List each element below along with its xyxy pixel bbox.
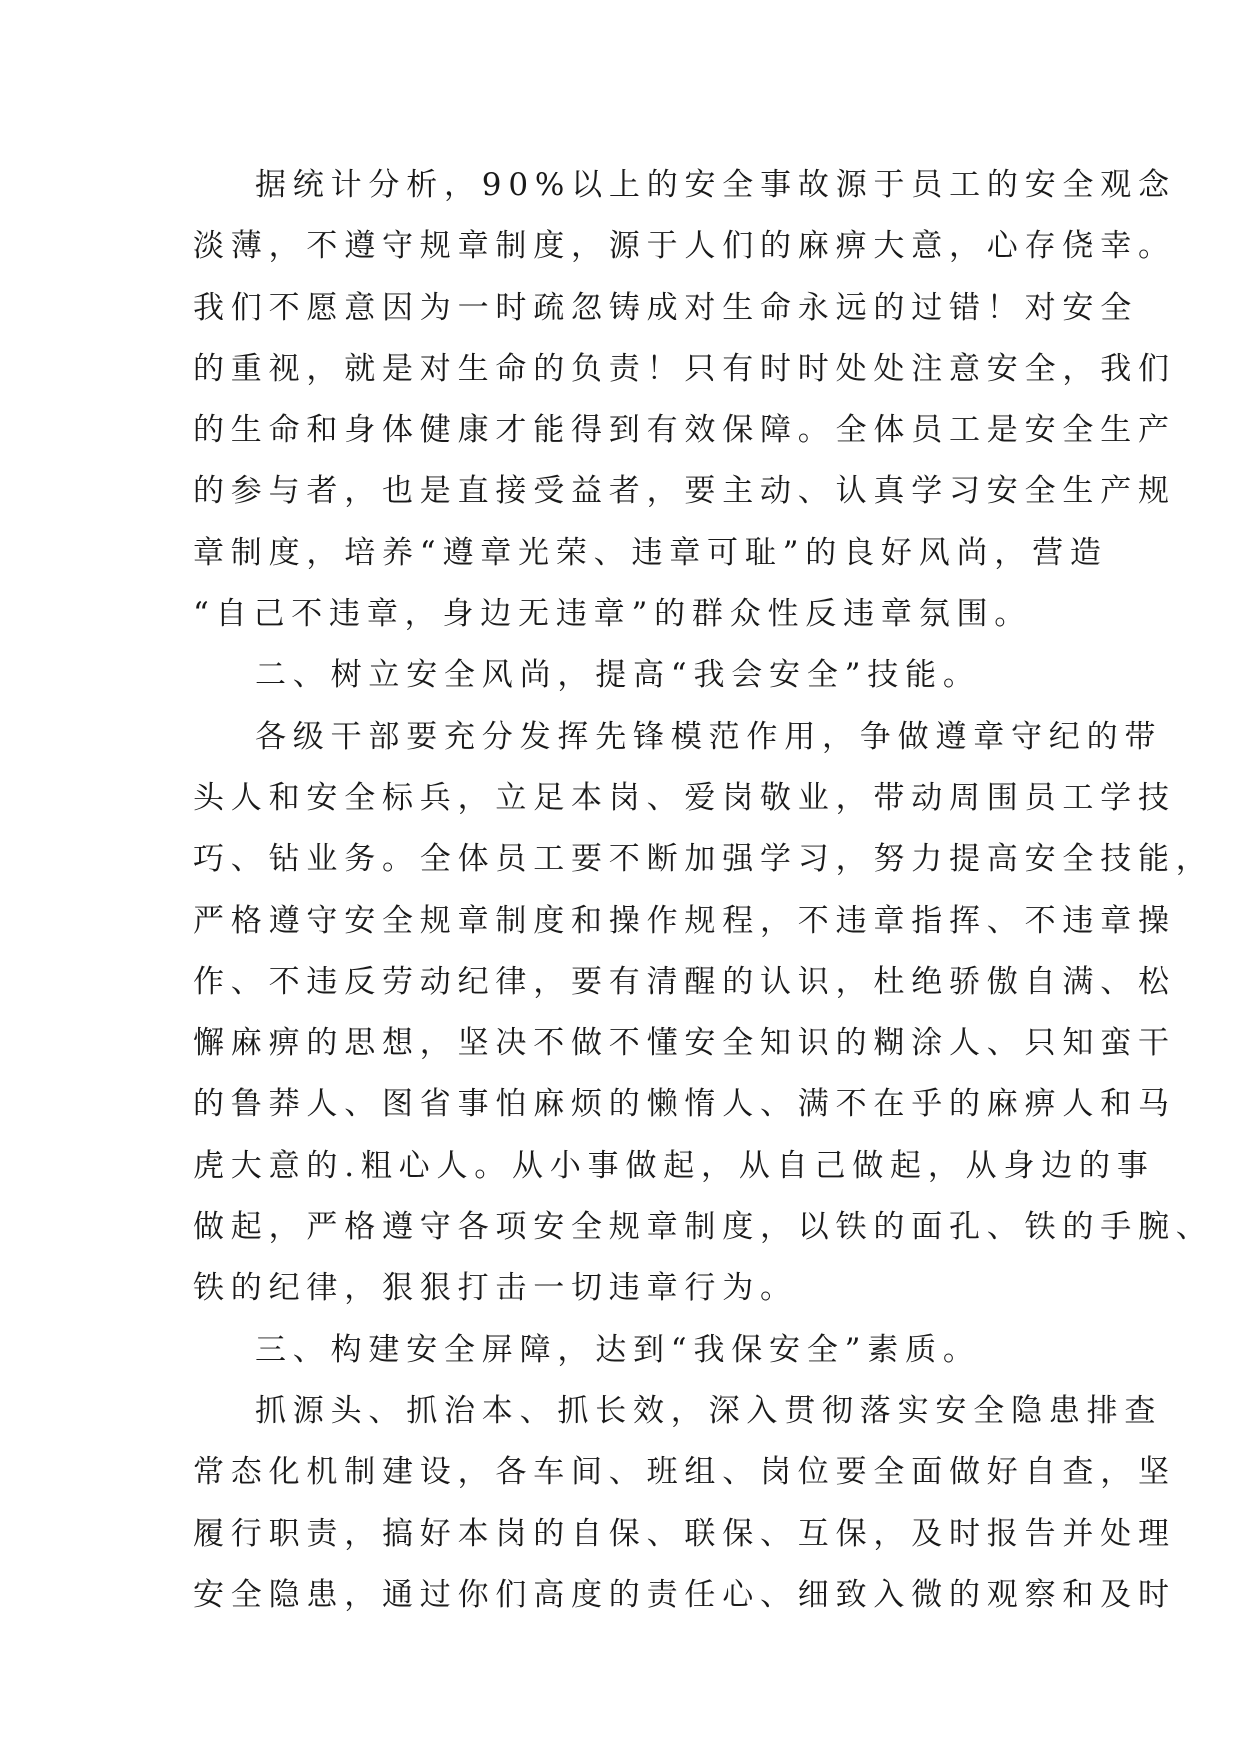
paragraph-2-line-7: 的鲁莽人、图省事怕麻烦的懒惰人、满不在乎的麻痹人和马 [193,1086,1176,1123]
paragraph-1-line-3: 我们不愿意因为一时疏忽铸成对生命永远的过错！对安全 [193,289,1138,326]
paragraph-1-line-4: 的重视，就是对生命的负责！只有时时处处注意安全，我们 [193,350,1176,387]
paragraph-3-line-1: 抓源头、抓治本、抓长效，深入贯彻落实安全隐患排查 [255,1392,1163,1429]
paragraph-1-line-5: 的生命和身体健康才能得到有效保障。全体员工是安全生产 [193,412,1176,449]
paragraph-3-line-3: 履行职责，搞好本岗的自保、联保、互保，及时报告并处理 [193,1515,1176,1552]
paragraph-1-line-1: 据统计分析，90%以上的安全事故源于员工的安全观念 [255,167,1176,203]
paragraph-2-line-1: 各级干部要充分发挥先锋模范作用，争做遵章守纪的带 [255,718,1163,755]
paragraph-3-line-4: 安全隐患，通过你们高度的责任心、细致入微的观察和及时 [193,1576,1176,1613]
paragraph-1-line-7: 章制度，培养“遵章光荣、违章可耻”的良好风尚，营造 [193,534,1108,571]
paragraph-2-line-5: 作、不违反劳动纪律，要有清醒的认识，杜绝骄傲自满、松 [193,963,1176,1000]
paragraph-1-line-2: 淡薄，不遵守规章制度，源于人们的麻痹大意，心存侥幸。 [193,228,1176,265]
paragraph-2-line-10: 铁的纪律，狠狠打击一切违章行为。 [193,1270,798,1307]
paragraph-2-line-8: 虎大意的.粗心人。从小事做起，从自己做起，从身边的事 [193,1147,1155,1184]
paragraph-2-line-2: 头人和安全标兵，立足本岗、爱岗敬业，带动周围员工学技 [193,779,1176,816]
paragraph-2-line-4: 严格遵守安全规章制度和操作规程，不违章指挥、不违章操 [193,902,1176,939]
paragraph-1-line-6: 的参与者，也是直接受益者，要主动、认真学习安全生产规 [193,473,1176,510]
section-heading-2: 二、树立安全风尚，提高“我会安全”技能。 [255,657,981,694]
paragraph-1-line-8: “自己不违章，身边无违章”的群众性反违章氛围。 [193,596,1033,633]
paragraph-2-line-6: 懈麻痹的思想，坚决不做不懂安全知识的糊涂人、只知蛮干 [193,1025,1176,1062]
paragraph-2-line-9: 做起，严格遵守各项安全规章制度，以铁的面孔、铁的手腕、 [193,1209,1214,1246]
section-heading-3: 三、构建安全屏障，达到“我保安全”素质。 [255,1331,981,1368]
document-body [193,155,1214,1626]
paragraph-3-line-2: 常态化机制建设，各车间、班组、岗位要全面做好自查，坚 [193,1454,1176,1491]
paragraph-2-line-3: 巧、钻业务。全体员工要不断加强学习，努力提高安全技能， [193,841,1214,878]
